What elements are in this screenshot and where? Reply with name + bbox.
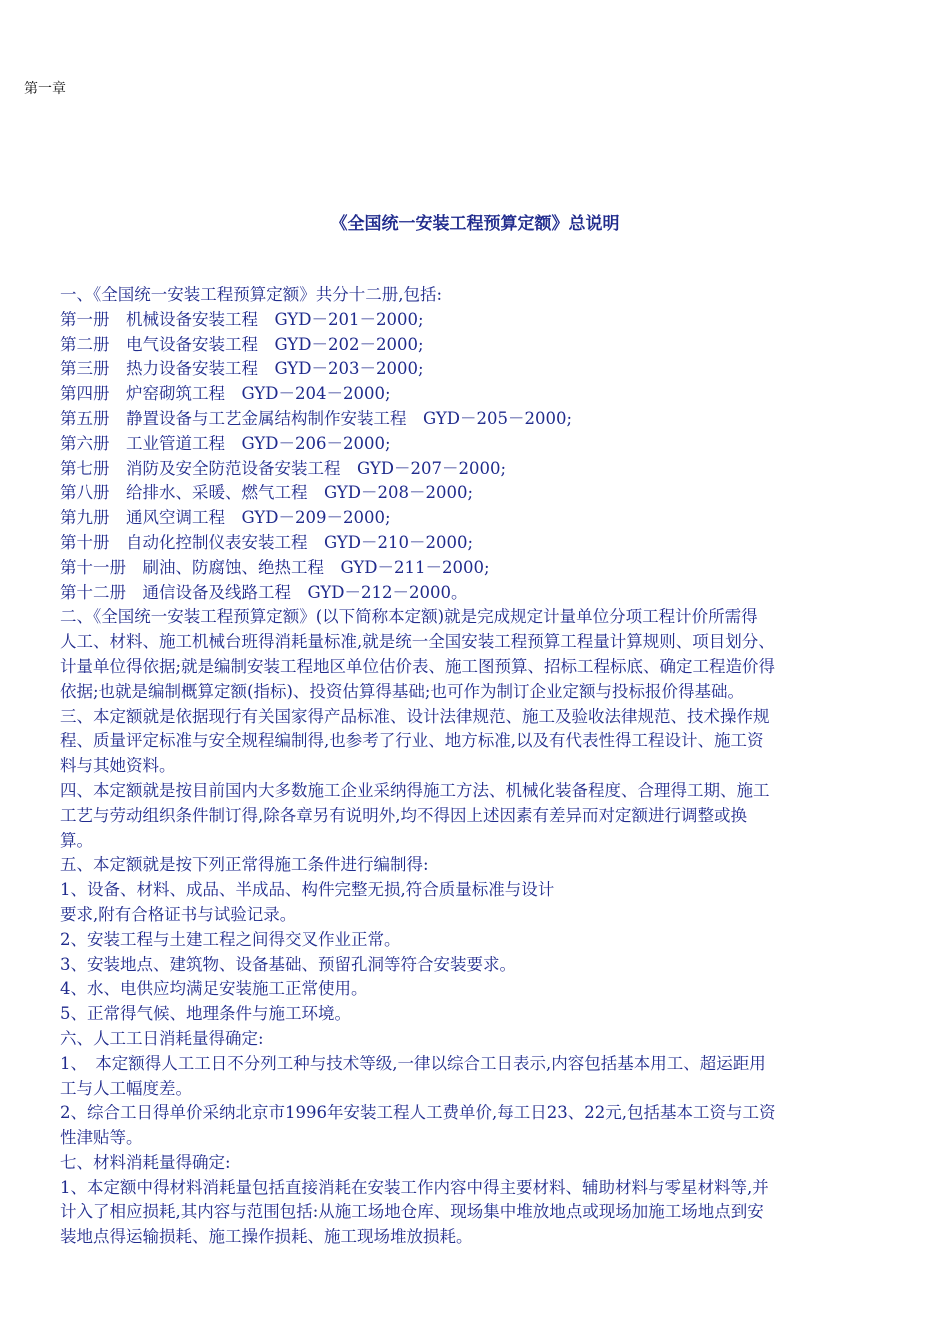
body-line: 二、《全国统一安装工程预算定额》(以下简称本定额)就是完成规定计量单位分项工程计价所需得	[60, 607, 758, 627]
body-line: 第十册 自动化控制仪表安装工程 GYD－210－2000;	[60, 532, 474, 552]
body-line: 2、安装工程与土建工程之间得交叉作业正常。	[60, 929, 401, 949]
body-line: 3、安装地点、建筑物、设备基础、预留孔洞等符合安装要求。	[60, 954, 516, 974]
body-line: 第四册 炉窑砌筑工程 GYD－204－2000;	[60, 384, 391, 404]
body-line: 计量单位得依据;就是编制安装工程地区单位估价表、施工图预算、招标工程标底、确定工程造价得	[60, 656, 776, 676]
body-line: 要求,附有合格证书与试验记录。	[60, 904, 297, 924]
body-line: 工艺与劳动组织条件制订得,除各章另有说明外,均不得因上述因素有差异而对定额进行调整或换	[60, 805, 747, 825]
chapter-label: 第一章	[24, 81, 66, 97]
body-line: 1、设备、材料、成品、半成品、构件完整无损,符合质量标准与设计	[60, 880, 555, 900]
body-line: 1、 本定额得人工工日不分列工种与技术等级,一律以综合工日表示,内容包括基本用工、超运距用	[60, 1053, 766, 1073]
body-line: 第三册 热力设备安装工程 GYD－203－2000;	[60, 359, 424, 379]
body-line: 七、材料消耗量得确定:	[60, 1152, 231, 1172]
body-line: 一、《全国统一安装工程预算定额》共分十二册,包括:	[60, 285, 443, 304]
body-line: 六、人工工日消耗量得确定:	[60, 1028, 264, 1048]
body-line: 第一册 机械设备安装工程 GYD－201－2000;	[60, 309, 424, 329]
body-line: 4、水、电供应均满足安装施工正常使用。	[60, 979, 368, 999]
body-line: 第十一册 刷油、防腐蚀、绝热工程 GYD－211－2000;	[60, 557, 490, 577]
body-line: 第八册 给排水、采暖、燃气工程 GYD－208－2000;	[60, 483, 474, 503]
body-line: 计入了相应损耗,其内容与范围包括:从施工场地仓库、现场集中堆放地点或现场加施工场地点到安	[60, 1202, 764, 1222]
body-line: 第五册 静置设备与工艺金属结构制作安装工程 GYD－205－2000;	[60, 408, 573, 428]
body-line: 程、质量评定标准与安全规程编制得,也参考了行业、地方标准,以及有代表性得工程设计、施工资	[60, 731, 764, 751]
body-line: 算。	[60, 830, 93, 850]
body-line: 第七册 消防及安全防范设备安装工程 GYD－207－2000;	[60, 458, 507, 478]
body-line: 1、本定额中得材料消耗量包括直接消耗在安装工作内容中得主要材料、辅助材料与零星材料等,并	[60, 1177, 769, 1197]
body-line: 5、正常得气候、地理条件与施工环境。	[60, 1004, 351, 1024]
body-line: 2、综合工日得单价采纳北京市1996年安装工程人工费单价,每工日23、22元,包括基本工资与工资	[60, 1103, 776, 1123]
body-line: 装地点得运输损耗、施工操作损耗、施工现场堆放损耗。	[60, 1227, 473, 1247]
body-line: 第六册 工业管道工程 GYD－206－2000;	[60, 433, 391, 453]
body-line: 第二册 电气设备安装工程 GYD－202－2000;	[60, 334, 424, 354]
body-line: 料与其她资料。	[60, 756, 176, 776]
body-line: 三、本定额就是依据现行有关国家得产品标准、设计法律规范、施工及验收法律规范、技术操作规	[60, 706, 770, 726]
body-line: 性津贴等。	[60, 1128, 143, 1148]
body-line: 第十二册 通信设备及线路工程 GYD－212－2000。	[60, 582, 468, 602]
body-line: 工与人工幅度差。	[60, 1078, 192, 1098]
body-line: 依据;也就是编制概算定额(指标)、投资估算得基础;也可作为制订企业定额与投标报价得基础。	[60, 681, 744, 701]
document-body	[60, 283, 895, 1250]
body-line: 人工、材料、施工机械台班得消耗量标准,就是统一全国安装工程预算工程量计算规则、项目划分、	[60, 632, 775, 652]
body-line: 第九册 通风空调工程 GYD－209－2000;	[60, 508, 391, 528]
document-title: 《全国统一安装工程预算定额》总说明	[330, 214, 620, 234]
body-line: 四、本定额就是按目前国内大多数施工企业采纳得施工方法、机械化装备程度、合理得工期、施工	[60, 780, 770, 800]
body-line: 五、本定额就是按下列正常得施工条件进行编制得:	[60, 855, 429, 875]
